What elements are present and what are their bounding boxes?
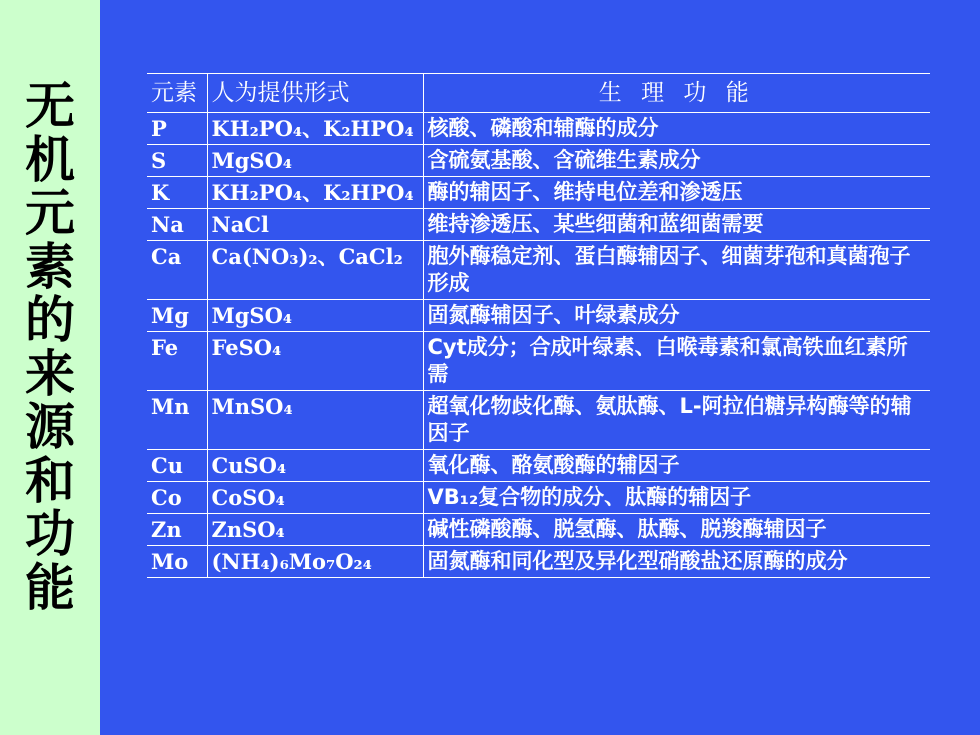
cell-source: FeSO₄ <box>207 332 423 391</box>
cell-element: Mn <box>151 394 190 419</box>
table <box>147 73 930 578</box>
cell-source: (NH₄)₆Mo₇O₂₄ <box>207 546 423 578</box>
slide-title: 无机元素的来源和功能 <box>25 77 75 617</box>
cell-function: 核酸、磷酸和辅酶的成分 <box>423 113 930 145</box>
table-row <box>147 177 930 209</box>
cell-source: Ca(NO₃)₂、CaCl₂ <box>207 241 423 300</box>
cell-element: S <box>151 148 167 173</box>
cell-source: KH₂PO₄、K₂HPO₄ <box>207 177 423 209</box>
table-row <box>147 209 930 241</box>
cell-element: Cu <box>151 453 183 478</box>
cell-source: MgSO₄ <box>207 145 423 177</box>
cell-element: Mo <box>151 549 189 574</box>
cell-element: Fe <box>151 335 179 360</box>
table-row <box>147 514 930 546</box>
cell-element: Zn <box>151 517 182 542</box>
cell-function: 酶的辅因子、维持电位差和渗透压 <box>423 177 930 209</box>
cell-function: 胞外酶稳定剂、蛋白酶辅因子、细菌芽孢和真菌孢子形成 <box>423 241 930 300</box>
header-source: 人为提供形式 <box>207 74 423 113</box>
cell-function: Cyt成分；合成叶绿素、白喉毒素和氯高铁血红素所需 <box>423 332 930 391</box>
cell-function: 固氮酶和同化型及异化型硝酸盐还原酶的成分 <box>423 546 930 578</box>
table-row <box>147 241 930 300</box>
header-row <box>147 74 930 113</box>
table-row <box>147 332 930 391</box>
table-row <box>147 300 930 332</box>
table-row <box>147 482 930 514</box>
cell-function: 超氧化物歧化酶、氨肽酶、L-阿拉伯糖异构酶等的辅因子 <box>423 391 930 450</box>
cell-function: 维持渗透压、某些细菌和蓝细菌需要 <box>423 209 930 241</box>
element-table <box>147 73 930 578</box>
cell-function: VB₁₂复合物的成分、肽酶的辅因子 <box>423 482 930 514</box>
cell-source: CuSO₄ <box>207 450 423 482</box>
cell-element: K <box>151 180 170 205</box>
table-row <box>147 113 930 145</box>
cell-source: MnSO₄ <box>207 391 423 450</box>
cell-function: 含硫氨基酸、含硫维生素成分 <box>423 145 930 177</box>
table-row <box>147 546 930 578</box>
cell-function: 氧化酶、酪氨酸酶的辅因子 <box>423 450 930 482</box>
cell-source: MgSO₄ <box>207 300 423 332</box>
cell-element: Ca <box>151 244 182 269</box>
cell-source: ZnSO₄ <box>207 514 423 546</box>
table-row <box>147 391 930 450</box>
cell-element: Na <box>151 212 184 237</box>
cell-element: Co <box>151 485 182 510</box>
table-row <box>147 145 930 177</box>
table-row <box>147 450 930 482</box>
cell-function: 固氮酶辅因子、叶绿素成分 <box>423 300 930 332</box>
cell-source: KH₂PO₄、K₂HPO₄ <box>207 113 423 145</box>
header-function: 生 理 功 能 <box>423 74 930 113</box>
cell-source: NaCl <box>207 209 423 241</box>
cell-source: CoSO₄ <box>207 482 423 514</box>
cell-element: P <box>151 116 167 141</box>
header-element: 元素 <box>151 80 197 106</box>
cell-function: 碱性磷酸酶、脱氢酶、肽酶、脱羧酶辅因子 <box>423 514 930 546</box>
sidebar <box>0 0 100 735</box>
cell-element: Mg <box>151 303 189 328</box>
